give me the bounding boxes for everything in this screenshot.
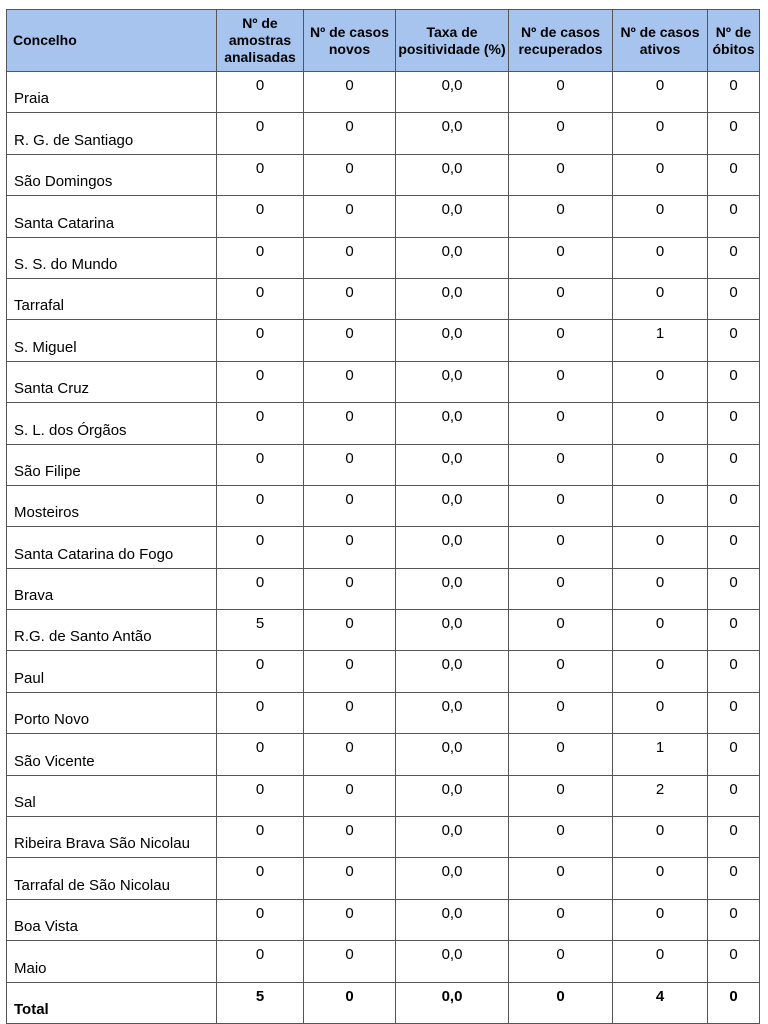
cell-amostras: 0	[217, 734, 304, 775]
cell-casos-recuperados: 0	[509, 817, 613, 858]
cell-casos-recuperados: 0	[509, 775, 613, 816]
cell-casos-recuperados: 0	[509, 941, 613, 982]
cell-casos-recuperados: 0	[509, 403, 613, 444]
cell-casos-novos: 0	[304, 320, 396, 361]
table-row	[7, 527, 760, 568]
cell-casos-recuperados: 0	[509, 154, 613, 195]
cell-casos-ativos: 0	[613, 485, 708, 526]
table-row	[7, 72, 760, 113]
cell-casos-novos: 0	[304, 72, 396, 113]
cell-amostras: 0	[217, 320, 304, 361]
cell-casos-novos: 0	[304, 485, 396, 526]
cell-casos-novos: 0	[304, 568, 396, 609]
cell-concelho: São Domingos	[7, 154, 217, 195]
cell-casos-recuperados: 0	[509, 651, 613, 692]
cell-casos-ativos: 0	[613, 361, 708, 402]
cell-concelho: São Vicente	[7, 734, 217, 775]
cell-taxa-positividade: 0,0	[396, 278, 509, 319]
header-casos-ativos: Nº de casos ativos	[613, 10, 708, 72]
cell-casos-recuperados: 0	[509, 899, 613, 940]
cell-casos-novos: 0	[304, 278, 396, 319]
header-casos-recuperados: Nº de casos recuperados	[509, 10, 613, 72]
cell-amostras: 0	[217, 278, 304, 319]
cell-amostras: 5	[217, 610, 304, 651]
cell-obitos: 0	[708, 278, 760, 319]
cell-casos-recuperados: 0	[509, 113, 613, 154]
cell-casos-recuperados: 0	[509, 72, 613, 113]
cell-taxa-positividade: 0,0	[396, 899, 509, 940]
cell-casos-ativos: 0	[613, 692, 708, 733]
cell-casos-novos: 0	[304, 775, 396, 816]
cell-taxa-positividade: 0,0	[396, 196, 509, 237]
cell-amostras: 0	[217, 817, 304, 858]
cell-concelho: Brava	[7, 568, 217, 609]
cell-casos-recuperados: 0	[509, 278, 613, 319]
cell-casos-recuperados: 0	[509, 568, 613, 609]
table-row	[7, 154, 760, 195]
cell-amostras: 0	[217, 403, 304, 444]
cell-taxa-positividade: 0,0	[396, 154, 509, 195]
cell-taxa-positividade: 0,0	[396, 817, 509, 858]
cell-obitos: 0	[708, 196, 760, 237]
cell-taxa-positividade: 0,0	[396, 237, 509, 278]
table-row	[7, 113, 760, 154]
cell-casos-recuperados: 0	[509, 982, 613, 1023]
cell-obitos: 0	[708, 527, 760, 568]
table-row	[7, 278, 760, 319]
cell-obitos: 0	[708, 941, 760, 982]
cell-amostras: 0	[217, 941, 304, 982]
cell-concelho: Total	[7, 982, 217, 1023]
cell-taxa-positividade: 0,0	[396, 858, 509, 899]
cell-casos-recuperados: 0	[509, 734, 613, 775]
cell-amostras: 0	[217, 485, 304, 526]
cell-casos-novos: 0	[304, 899, 396, 940]
cell-casos-novos: 0	[304, 734, 396, 775]
cell-amostras: 0	[217, 568, 304, 609]
cell-casos-novos: 0	[304, 692, 396, 733]
cell-amostras: 0	[217, 72, 304, 113]
cell-obitos: 0	[708, 775, 760, 816]
cell-amostras: 0	[217, 899, 304, 940]
cell-casos-ativos: 1	[613, 734, 708, 775]
cell-casos-recuperados: 0	[509, 237, 613, 278]
cell-concelho: R. G. de Santiago	[7, 113, 217, 154]
cell-concelho: S. S. do Mundo	[7, 237, 217, 278]
table-row	[7, 734, 760, 775]
cell-casos-ativos: 0	[613, 651, 708, 692]
cell-amostras: 0	[217, 692, 304, 733]
table-row	[7, 444, 760, 485]
cell-casos-ativos: 0	[613, 899, 708, 940]
cell-amostras: 0	[217, 858, 304, 899]
cell-taxa-positividade: 0,0	[396, 651, 509, 692]
cell-concelho: Porto Novo	[7, 692, 217, 733]
cell-casos-novos: 0	[304, 196, 396, 237]
cell-concelho: São Filipe	[7, 444, 217, 485]
cell-obitos: 0	[708, 237, 760, 278]
cell-amostras: 0	[217, 775, 304, 816]
cell-taxa-positividade: 0,0	[396, 72, 509, 113]
cell-amostras: 0	[217, 113, 304, 154]
cell-taxa-positividade: 0,0	[396, 320, 509, 361]
cell-casos-ativos: 0	[613, 403, 708, 444]
cell-casos-recuperados: 0	[509, 858, 613, 899]
cell-obitos: 0	[708, 610, 760, 651]
cell-obitos: 0	[708, 444, 760, 485]
cell-obitos: 0	[708, 982, 760, 1023]
cell-obitos: 0	[708, 403, 760, 444]
cell-taxa-positividade: 0,0	[396, 485, 509, 526]
cell-taxa-positividade: 0,0	[396, 444, 509, 485]
cell-casos-ativos: 0	[613, 113, 708, 154]
cell-concelho: Paul	[7, 651, 217, 692]
cell-casos-recuperados: 0	[509, 444, 613, 485]
total-row	[7, 982, 760, 1023]
table-row	[7, 692, 760, 733]
header-obitos: Nº de óbitos	[708, 10, 760, 72]
table-row	[7, 485, 760, 526]
header-concelho: Concelho	[7, 10, 217, 72]
cell-casos-recuperados: 0	[509, 692, 613, 733]
cell-casos-novos: 0	[304, 113, 396, 154]
cell-amostras: 0	[217, 527, 304, 568]
cell-concelho: Tarrafal	[7, 278, 217, 319]
cell-casos-ativos: 4	[613, 982, 708, 1023]
cell-concelho: Mosteiros	[7, 485, 217, 526]
header-taxa-positividade: Taxa de positividade (%)	[396, 10, 509, 72]
header-amostras: Nº de amostras analisadas	[217, 10, 304, 72]
cell-amostras: 5	[217, 982, 304, 1023]
cell-amostras: 0	[217, 361, 304, 402]
cell-casos-novos: 0	[304, 941, 396, 982]
table-row	[7, 775, 760, 816]
cell-concelho: Tarrafal de São Nicolau	[7, 858, 217, 899]
cell-obitos: 0	[708, 485, 760, 526]
cell-casos-ativos: 0	[613, 154, 708, 195]
cell-taxa-positividade: 0,0	[396, 941, 509, 982]
cell-taxa-positividade: 0,0	[396, 113, 509, 154]
table-row	[7, 899, 760, 940]
cell-taxa-positividade: 0,0	[396, 610, 509, 651]
cell-amostras: 0	[217, 154, 304, 195]
cell-amostras: 0	[217, 237, 304, 278]
cell-taxa-positividade: 0,0	[396, 568, 509, 609]
cell-casos-ativos: 0	[613, 941, 708, 982]
cell-obitos: 0	[708, 72, 760, 113]
cell-obitos: 0	[708, 734, 760, 775]
cell-casos-ativos: 0	[613, 817, 708, 858]
cell-casos-recuperados: 0	[509, 527, 613, 568]
cell-concelho: S. L. dos Órgãos	[7, 403, 217, 444]
cell-concelho: Santa Catarina do Fogo	[7, 527, 217, 568]
cell-casos-ativos: 0	[613, 527, 708, 568]
cell-casos-novos: 0	[304, 982, 396, 1023]
table-row	[7, 858, 760, 899]
cell-concelho: R.G. de Santo Antão	[7, 610, 217, 651]
cell-obitos: 0	[708, 113, 760, 154]
cell-casos-novos: 0	[304, 527, 396, 568]
table-body	[7, 72, 760, 1024]
cell-casos-novos: 0	[304, 651, 396, 692]
cell-obitos: 0	[708, 154, 760, 195]
cell-casos-ativos: 0	[613, 444, 708, 485]
cell-casos-novos: 0	[304, 610, 396, 651]
cell-casos-ativos: 0	[613, 72, 708, 113]
header-casos-novos: Nº de casos novos	[304, 10, 396, 72]
cell-amostras: 0	[217, 196, 304, 237]
cell-obitos: 0	[708, 568, 760, 609]
cell-taxa-positividade: 0,0	[396, 775, 509, 816]
cell-obitos: 0	[708, 899, 760, 940]
table-row	[7, 403, 760, 444]
cell-casos-novos: 0	[304, 237, 396, 278]
header-row	[7, 10, 760, 72]
cell-obitos: 0	[708, 692, 760, 733]
cell-concelho: S. Miguel	[7, 320, 217, 361]
cell-casos-recuperados: 0	[509, 485, 613, 526]
cell-casos-recuperados: 0	[509, 610, 613, 651]
cell-taxa-positividade: 0,0	[396, 982, 509, 1023]
cell-obitos: 0	[708, 361, 760, 402]
cell-casos-novos: 0	[304, 858, 396, 899]
cell-casos-novos: 0	[304, 154, 396, 195]
cell-concelho: Boa Vista	[7, 899, 217, 940]
cell-concelho: Praia	[7, 72, 217, 113]
cell-casos-ativos: 1	[613, 320, 708, 361]
cell-casos-ativos: 0	[613, 196, 708, 237]
table-row	[7, 651, 760, 692]
cell-casos-ativos: 0	[613, 278, 708, 319]
cell-obitos: 0	[708, 320, 760, 361]
covid-concelho-table	[6, 9, 760, 1024]
cell-casos-novos: 0	[304, 403, 396, 444]
cell-concelho: Maio	[7, 941, 217, 982]
cell-casos-ativos: 0	[613, 858, 708, 899]
cell-taxa-positividade: 0,0	[396, 361, 509, 402]
cell-casos-ativos: 0	[613, 568, 708, 609]
cell-casos-ativos: 2	[613, 775, 708, 816]
cell-casos-recuperados: 0	[509, 196, 613, 237]
cell-casos-recuperados: 0	[509, 361, 613, 402]
table-row	[7, 568, 760, 609]
cell-taxa-positividade: 0,0	[396, 692, 509, 733]
cell-taxa-positividade: 0,0	[396, 403, 509, 444]
cell-casos-ativos: 0	[613, 237, 708, 278]
table-row	[7, 237, 760, 278]
cell-concelho: Santa Cruz	[7, 361, 217, 402]
table-row	[7, 361, 760, 402]
cell-casos-ativos: 0	[613, 610, 708, 651]
cell-amostras: 0	[217, 651, 304, 692]
cell-casos-recuperados: 0	[509, 320, 613, 361]
table-row	[7, 320, 760, 361]
table-row	[7, 941, 760, 982]
cell-obitos: 0	[708, 858, 760, 899]
cell-concelho: Sal	[7, 775, 217, 816]
cell-obitos: 0	[708, 651, 760, 692]
cell-concelho: Santa Catarina	[7, 196, 217, 237]
table-row	[7, 610, 760, 651]
cell-obitos: 0	[708, 817, 760, 858]
cell-concelho: Ribeira Brava São Nicolau	[7, 817, 217, 858]
cell-amostras: 0	[217, 444, 304, 485]
cell-casos-novos: 0	[304, 817, 396, 858]
cell-casos-novos: 0	[304, 444, 396, 485]
cell-taxa-positividade: 0,0	[396, 527, 509, 568]
cell-taxa-positividade: 0,0	[396, 734, 509, 775]
table-header	[7, 10, 760, 72]
table-row	[7, 196, 760, 237]
table-row	[7, 817, 760, 858]
cell-casos-novos: 0	[304, 361, 396, 402]
